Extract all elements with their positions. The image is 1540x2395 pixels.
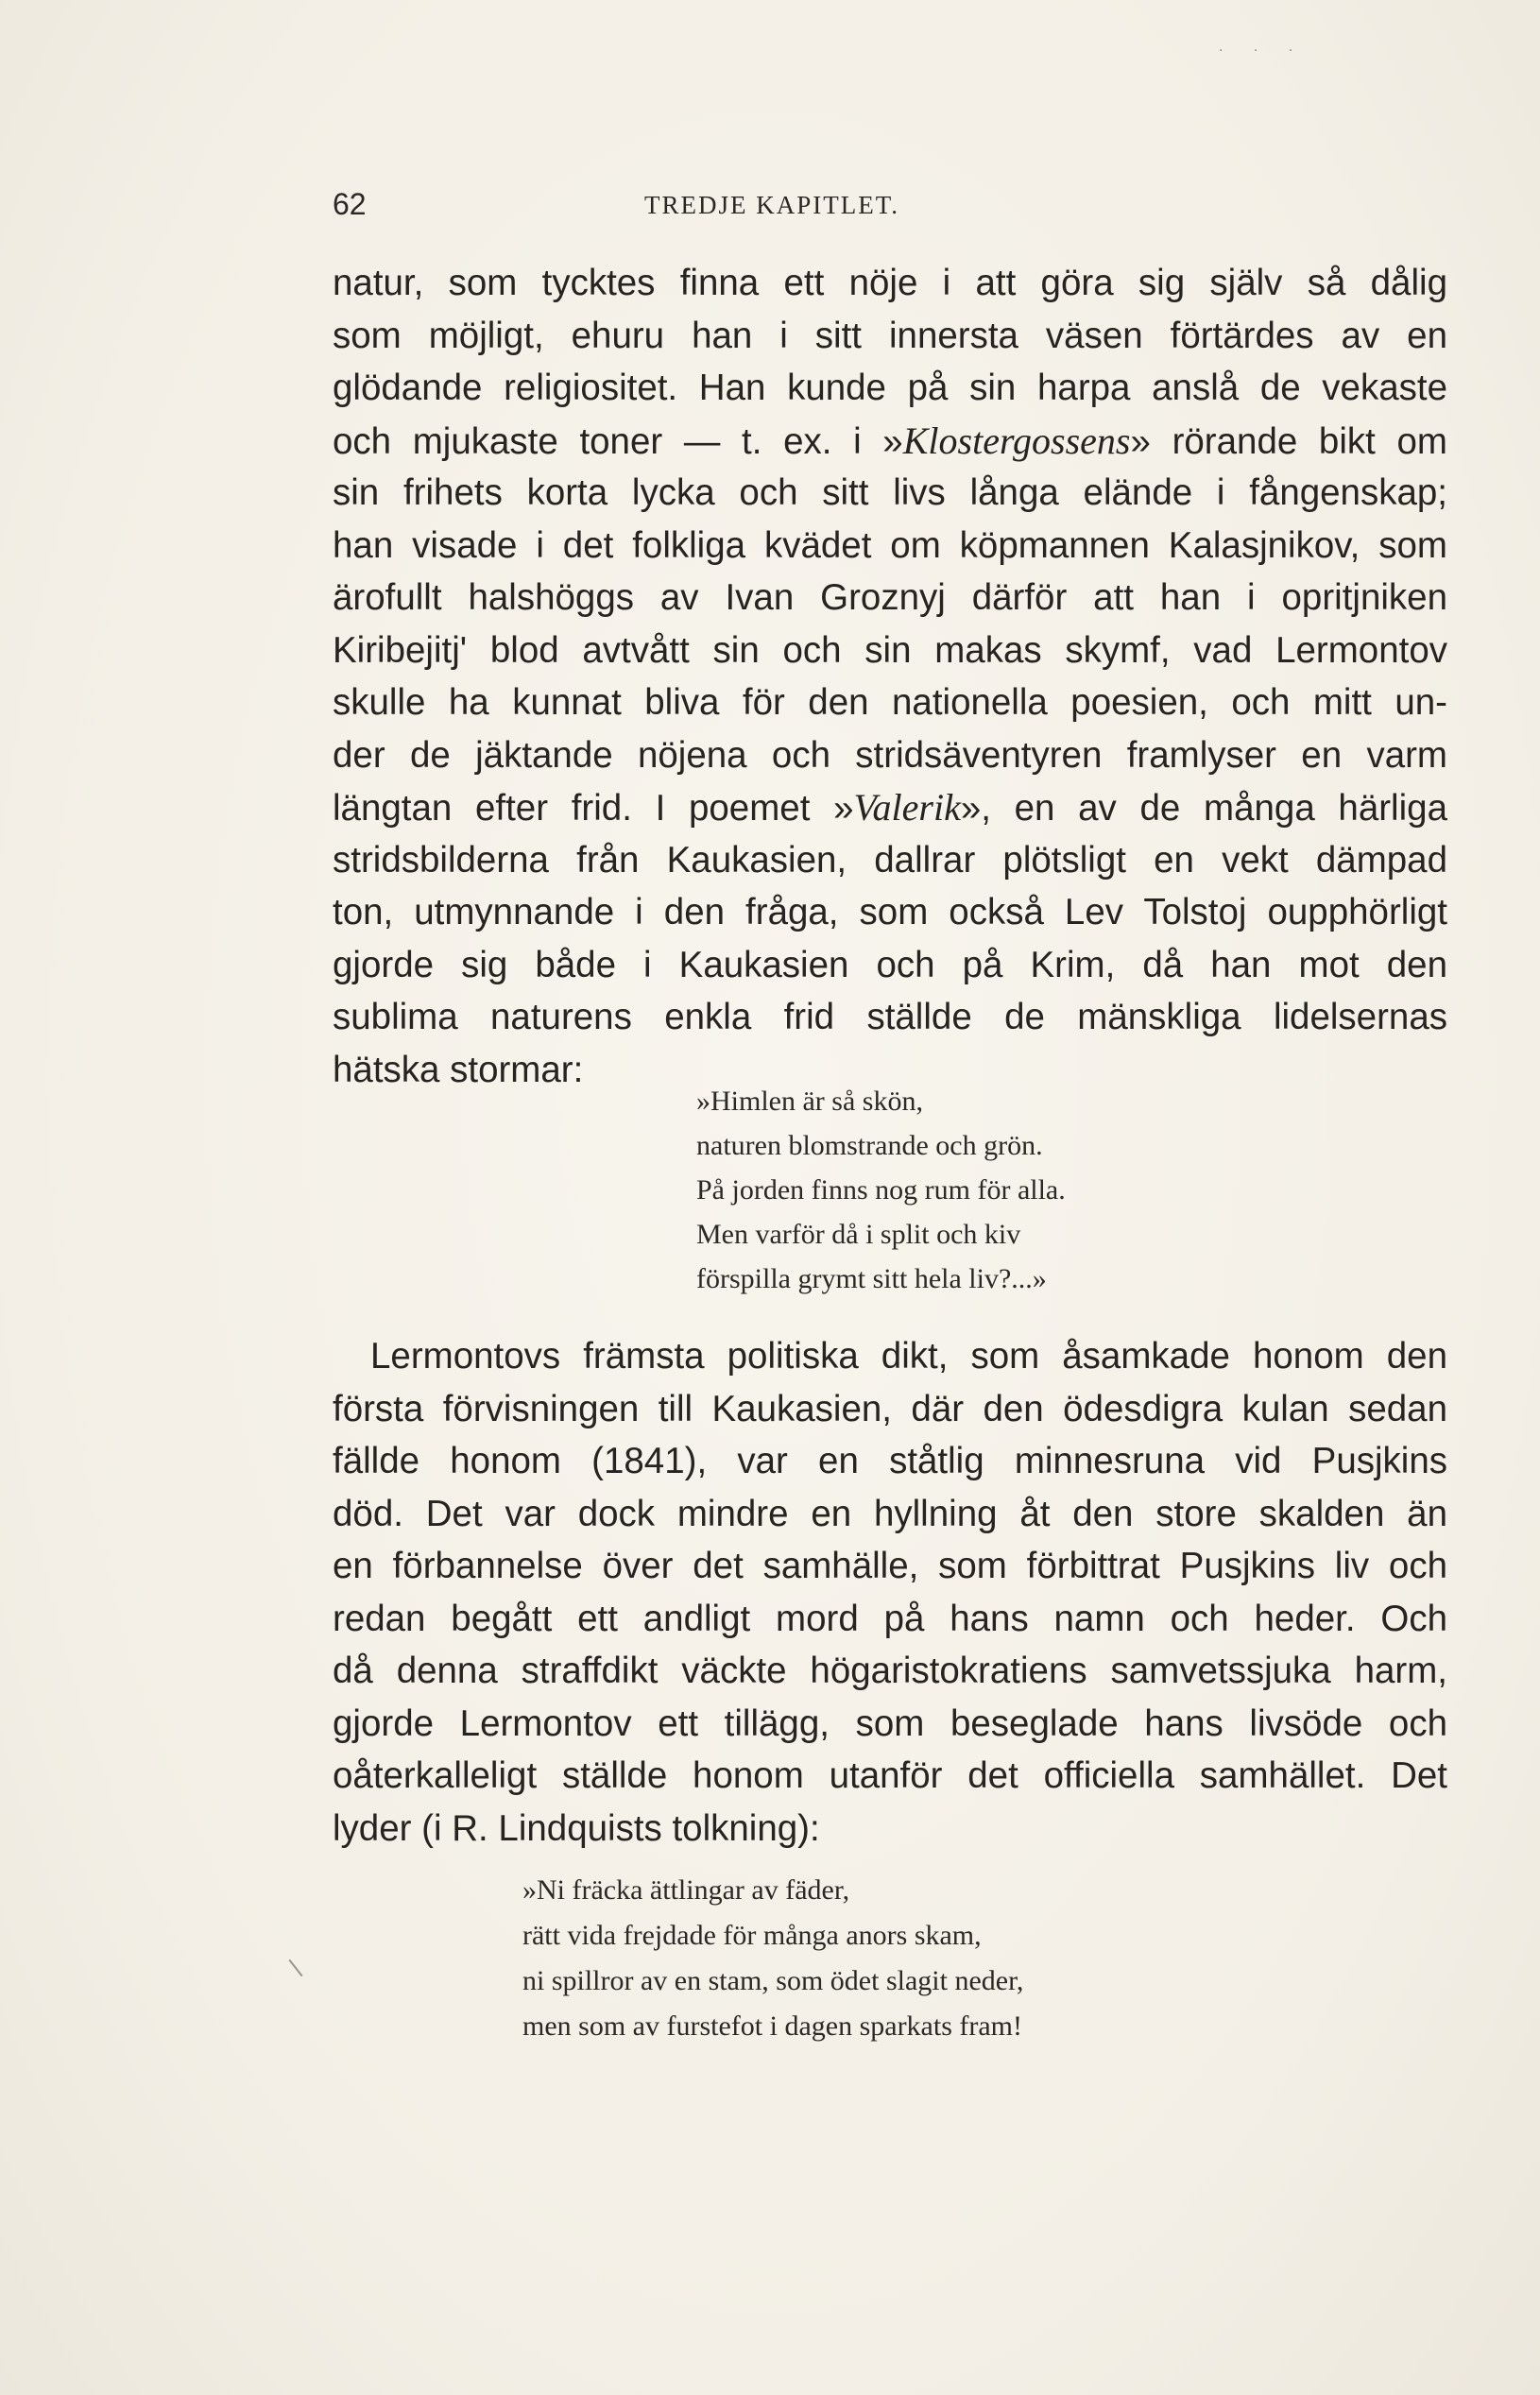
page-header (333, 187, 1476, 229)
text-line: ton, utmynnande i den fråga, som också Lev Tolstoj oupphörligt (333, 892, 1447, 932)
text-line: gjorde sig både i Kaukasien och på Krim, då han mot den (333, 944, 1447, 985)
text-line: som möjligt, ehuru han i sitt innersta väsen förtärdes av en (333, 315, 1447, 356)
text-line (333, 415, 1447, 468)
text-line: redan begått ett andligt mord på hans namn och heder. Och (333, 1598, 1447, 1639)
text-line: ärofullt halshöggs av Ivan Groznyj därför att han i opritjniken (333, 577, 1447, 618)
verse-quote-1 (696, 1079, 1066, 1301)
paper-specks: · · · (1219, 43, 1307, 59)
verse-line: På jorden finns nog rum för alla. (696, 1174, 1066, 1206)
text-line: då denna straffdikt väckte högaristokratiens samvetssjuka harm, (333, 1651, 1447, 1691)
text-line: stridsbilderna från Kaukasien, dallrar plötsligt en vekt dämpad (333, 839, 1447, 881)
text-line: lyder (i R. Lindquists tolkning): (333, 1807, 820, 1849)
text-segment: och mjukaste toner — t. ex. i » (333, 420, 903, 462)
text-line: natur, som tycktes finna ett nöje i att göra sig själv så dålig (333, 263, 1447, 303)
verse-line: Men varför då i split och kiv (696, 1219, 1021, 1250)
text-line: skulle ha kunnat bliva för den nationella poesien, och mitt un- (333, 682, 1447, 723)
verse-line: naturen blomstrande och grön. (696, 1130, 1043, 1161)
italic-title-valerik: Valerik (853, 786, 961, 829)
text-segment: » rörande bikt om (1130, 420, 1447, 462)
text-line: sin frihets korta lycka och sitt livs långa elände i fångenskap; (333, 472, 1447, 513)
verse-line: ni spillror av en stam, som ödet slagit neder, (522, 1965, 1024, 1996)
text-line: en förbannelse över det samhälle, som förbittrat Pusjkins liv och (333, 1546, 1447, 1586)
verse-line: rätt vida frejdade för många anors skam, (522, 1920, 982, 1951)
italic-title-klostergossens: Klostergossens (902, 419, 1131, 462)
text-line: hätska stormar: (333, 1049, 584, 1090)
paragraph-2 (333, 1330, 1447, 1855)
text-line: oåterkalleligt ställde honom utanför det officiella samhället. Det (333, 1755, 1447, 1796)
verse-line: men som av furstefot i dagen sparkats fram! (522, 2010, 1022, 2042)
text-line: sublima naturens enkla frid ställde de mänskliga lidelsernas (333, 997, 1447, 1037)
text-line: Kiribejitj' blod avtvått sin och sin makas skymf, vad Lermontov (333, 629, 1447, 671)
verse-line: »Himlen är så skön, (696, 1086, 923, 1117)
page-number: 62 (333, 187, 367, 221)
text-segment: längtan efter frid. I poemet » (333, 788, 854, 829)
text-line (333, 781, 1447, 834)
running-head: TREDJE KAPITLET. (644, 191, 899, 219)
text-line: der de jäktande nöjena och stridsäventyren framlyser en varm (333, 734, 1447, 776)
text-line: gjorde Lermontov ett tillägg, som beseglade hans livsöde och (333, 1702, 1447, 1744)
paragraph-1 (333, 257, 1447, 1096)
text-line: Lermontovs främsta politiska dikt, som åsamkade honom den (370, 1336, 1447, 1377)
verse-line: förspilla grymt sitt hela liv?...» (696, 1263, 1047, 1294)
text-line: glödande religiositet. Han kunde på sin harpa anslå de vekaste (333, 368, 1447, 408)
text-line: han visade i det folkliga kvädet om köpmannen Kalasjnikov, som (333, 524, 1447, 566)
text-line: fällde honom (1841), var en ståtlig minnesruna vid Pusjkins (333, 1441, 1447, 1481)
stray-pencil-mark (288, 1959, 302, 1977)
text-line: död. Det var dock mindre en hyllning åt den store skalden än (333, 1493, 1447, 1534)
verse-quote-2 (522, 1868, 1023, 2049)
text-line: första förvisningen till Kaukasien, där den ödesdigra kulan sedan (333, 1388, 1447, 1429)
text-segment: », en av de många härliga (960, 788, 1447, 829)
verse-line: »Ni fräcka ättlingar av fäder, (522, 1874, 850, 1906)
